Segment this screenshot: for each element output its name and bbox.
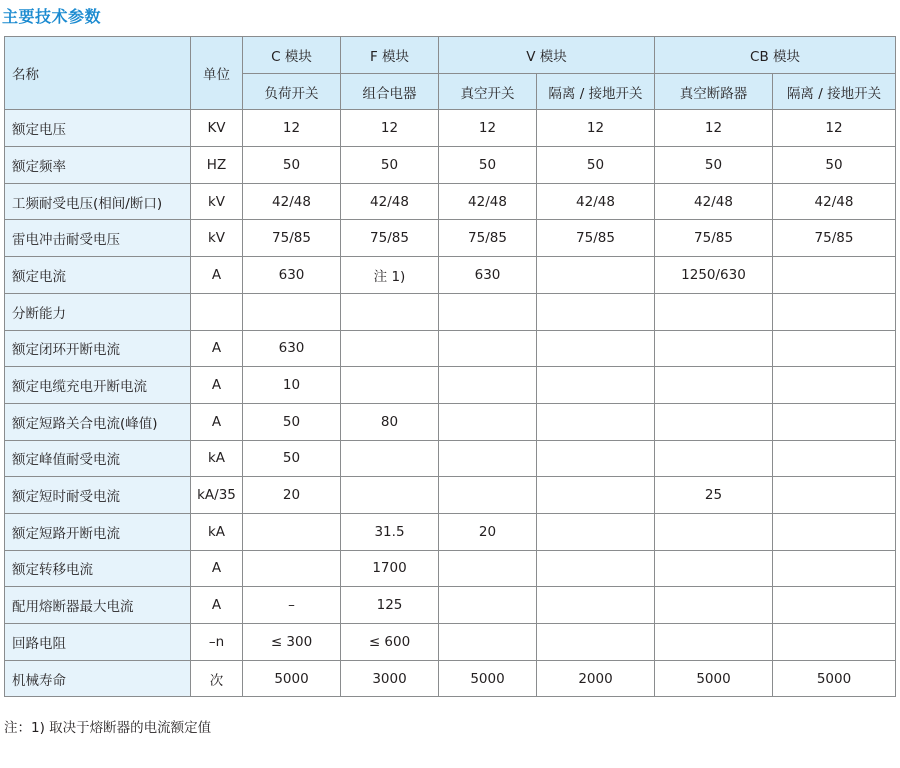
table-cell <box>439 440 537 477</box>
table-cell: 12 <box>773 110 896 147</box>
table-cell <box>439 550 537 587</box>
table-cell <box>537 513 655 550</box>
table-cell <box>655 367 773 404</box>
header-unit: 单位 <box>191 37 243 110</box>
table-cell <box>773 257 896 294</box>
table-row <box>5 660 896 697</box>
table-cell <box>773 624 896 661</box>
table-cell <box>537 550 655 587</box>
table-cell: 12 <box>243 110 341 147</box>
table-cell <box>655 513 773 550</box>
table-cell: 12 <box>439 110 537 147</box>
table-cell: 5000 <box>439 660 537 697</box>
table-cell: 3000 <box>341 660 439 697</box>
table-row <box>5 257 896 294</box>
table-cell <box>439 367 537 404</box>
header-sub: 隔离 / 接地开关 <box>537 73 655 110</box>
header-sub: 真空断路器 <box>655 73 773 110</box>
table-cell: 1250/630 <box>655 257 773 294</box>
table-row <box>5 367 896 404</box>
table-row <box>5 403 896 440</box>
spec-table-body <box>5 110 896 697</box>
row-unit: kV <box>191 220 243 257</box>
table-cell: 75/85 <box>243 220 341 257</box>
header-sub: 组合电器 <box>341 73 439 110</box>
table-cell: 50 <box>243 440 341 477</box>
table-cell: 12 <box>341 110 439 147</box>
table-cell <box>773 403 896 440</box>
row-unit: A <box>191 330 243 367</box>
table-cell <box>655 330 773 367</box>
table-cell <box>773 550 896 587</box>
page-title: 主要技术参数 <box>2 7 102 26</box>
row-name: 分断能力 <box>5 293 191 330</box>
header-sub: 真空开关 <box>439 73 537 110</box>
table-cell: 75/85 <box>537 220 655 257</box>
table-cell <box>537 367 655 404</box>
table-cell: 25 <box>655 477 773 514</box>
table-row <box>5 110 896 147</box>
table-cell: 12 <box>655 110 773 147</box>
table-cell: 42/48 <box>439 183 537 220</box>
row-unit: A <box>191 403 243 440</box>
table-cell: 1700 <box>341 550 439 587</box>
table-cell: 42/48 <box>341 183 439 220</box>
spec-table <box>4 36 896 697</box>
row-name: 回路电阻 <box>5 624 191 661</box>
table-cell: 42/48 <box>655 183 773 220</box>
header-row-groups <box>5 37 896 74</box>
table-cell: 31.5 <box>341 513 439 550</box>
table-cell <box>243 293 341 330</box>
table-cell <box>439 624 537 661</box>
table-cell: ≤ 600 <box>341 624 439 661</box>
table-cell <box>341 440 439 477</box>
row-name: 机械寿命 <box>5 660 191 697</box>
table-cell <box>537 330 655 367</box>
footnote: 注：1) 取决于熔断器的电流额定值 <box>4 720 212 736</box>
table-cell: – <box>243 587 341 624</box>
table-cell: 42/48 <box>243 183 341 220</box>
table-cell: 630 <box>439 257 537 294</box>
table-cell: ≤ 300 <box>243 624 341 661</box>
row-unit <box>191 293 243 330</box>
table-cell: 50 <box>341 147 439 184</box>
table-cell <box>773 587 896 624</box>
table-cell: 50 <box>537 147 655 184</box>
table-cell <box>537 257 655 294</box>
table-cell: 75/85 <box>773 220 896 257</box>
row-unit: A <box>191 587 243 624</box>
table-cell <box>439 293 537 330</box>
row-name: 额定峰值耐受电流 <box>5 440 191 477</box>
table-cell <box>773 440 896 477</box>
table-cell: 75/85 <box>341 220 439 257</box>
table-row <box>5 330 896 367</box>
row-name: 额定转移电流 <box>5 550 191 587</box>
table-cell: 630 <box>243 330 341 367</box>
table-cell: 42/48 <box>773 183 896 220</box>
row-name: 雷电冲击耐受电压 <box>5 220 191 257</box>
row-name: 额定频率 <box>5 147 191 184</box>
table-cell: 12 <box>537 110 655 147</box>
table-cell <box>773 293 896 330</box>
table-row <box>5 147 896 184</box>
row-unit: kA/35 <box>191 477 243 514</box>
table-cell: 20 <box>439 513 537 550</box>
table-cell <box>773 477 896 514</box>
table-cell: 50 <box>243 147 341 184</box>
table-cell: 20 <box>243 477 341 514</box>
table-cell <box>655 550 773 587</box>
row-unit: A <box>191 550 243 587</box>
row-unit: –n <box>191 624 243 661</box>
header-name: 名称 <box>5 37 191 110</box>
table-cell: 630 <box>243 257 341 294</box>
table-cell: 5000 <box>243 660 341 697</box>
row-name: 工频耐受电压(相间/断口) <box>5 183 191 220</box>
row-unit: KV <box>191 110 243 147</box>
table-cell: 50 <box>773 147 896 184</box>
row-name: 额定短时耐受电流 <box>5 477 191 514</box>
row-name: 额定电缆充电开断电流 <box>5 367 191 404</box>
table-row <box>5 183 896 220</box>
table-cell <box>243 550 341 587</box>
table-row <box>5 550 896 587</box>
table-cell <box>655 293 773 330</box>
table-cell: 10 <box>243 367 341 404</box>
table-row <box>5 513 896 550</box>
table-row <box>5 220 896 257</box>
table-cell <box>341 367 439 404</box>
table-cell: 50 <box>243 403 341 440</box>
row-name: 额定短路关合电流(峰值) <box>5 403 191 440</box>
table-cell <box>537 403 655 440</box>
table-row <box>5 293 896 330</box>
header-sub: 隔离 / 接地开关 <box>773 73 896 110</box>
table-cell <box>537 587 655 624</box>
header-group-f: F 模块 <box>341 37 439 74</box>
row-name: 配用熔断器最大电流 <box>5 587 191 624</box>
table-cell <box>537 440 655 477</box>
table-cell <box>439 477 537 514</box>
table-cell <box>655 624 773 661</box>
table-cell <box>655 403 773 440</box>
table-cell <box>341 330 439 367</box>
table-cell <box>655 440 773 477</box>
table-row <box>5 477 896 514</box>
table-cell <box>439 330 537 367</box>
table-cell: 2000 <box>537 660 655 697</box>
table-cell <box>341 293 439 330</box>
row-name: 额定短路开断电流 <box>5 513 191 550</box>
header-group-cb: CB 模块 <box>655 37 896 74</box>
row-unit: A <box>191 367 243 404</box>
row-name: 额定电流 <box>5 257 191 294</box>
table-row <box>5 624 896 661</box>
table-cell: 75/85 <box>439 220 537 257</box>
table-row <box>5 440 896 477</box>
table-cell <box>341 477 439 514</box>
header-group-v: V 模块 <box>439 37 655 74</box>
row-unit: HZ <box>191 147 243 184</box>
table-cell: 42/48 <box>537 183 655 220</box>
row-unit: 次 <box>191 660 243 697</box>
table-cell: 注 1) <box>341 257 439 294</box>
table-cell <box>537 624 655 661</box>
table-cell <box>773 367 896 404</box>
row-name: 额定闭环开断电流 <box>5 330 191 367</box>
table-cell: 50 <box>439 147 537 184</box>
table-cell: 5000 <box>655 660 773 697</box>
row-unit: kA <box>191 440 243 477</box>
table-cell: 50 <box>655 147 773 184</box>
table-cell <box>537 293 655 330</box>
row-unit: kA <box>191 513 243 550</box>
table-cell <box>439 403 537 440</box>
table-cell: 75/85 <box>655 220 773 257</box>
table-cell: 125 <box>341 587 439 624</box>
table-cell: 80 <box>341 403 439 440</box>
table-cell: 5000 <box>773 660 896 697</box>
table-cell <box>439 587 537 624</box>
table-cell <box>773 330 896 367</box>
table-cell <box>773 513 896 550</box>
row-unit: kV <box>191 183 243 220</box>
table-cell <box>655 587 773 624</box>
row-unit: A <box>191 257 243 294</box>
header-sub: 负荷开关 <box>243 73 341 110</box>
table-cell <box>243 513 341 550</box>
table-row <box>5 587 896 624</box>
header-group-c: C 模块 <box>243 37 341 74</box>
table-cell <box>537 477 655 514</box>
row-name: 额定电压 <box>5 110 191 147</box>
